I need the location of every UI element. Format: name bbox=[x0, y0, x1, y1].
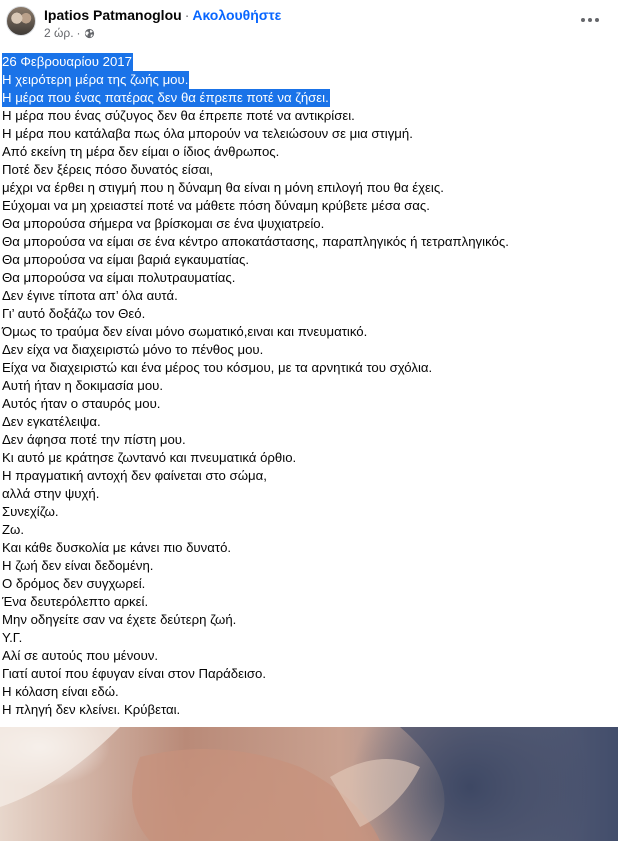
post-line: Η μέρα που ένας σύζυγος δεν θα έπρεπε ποτέ να αντικρίσει. bbox=[2, 108, 355, 123]
post-line: Δεν είχα να διαχειριστώ μόνο το πένθος μου. bbox=[2, 342, 264, 357]
meta-separator: · bbox=[76, 26, 81, 40]
post-line: Ζω. bbox=[2, 522, 25, 537]
post-line: Και κάθε δυσκολία με κάνει πιο δυνατό. bbox=[2, 540, 232, 555]
post-timestamp[interactable]: 2 ώρ. bbox=[44, 26, 74, 40]
post-line: Όμως το τραύμα δεν είναι μόνο σωματικό,ειναι και πνευματικό. bbox=[2, 324, 368, 339]
post-header bbox=[0, 0, 618, 46]
post-line: Κι αυτό με κράτησε ζωντανό και πνευματικά όρθιο. bbox=[2, 450, 297, 465]
post-line: αλλά στην ψυχή. bbox=[2, 486, 100, 501]
post-line: Εύχομαι να μη χρειαστεί ποτέ να μάθετε πόση δύναμη κρύβετε μέσα σας. bbox=[2, 198, 430, 213]
post-meta bbox=[44, 26, 95, 40]
post-text bbox=[0, 53, 618, 719]
post-line-highlighted: Η χειρότερη μέρα της ζωής μου. bbox=[2, 72, 189, 87]
post-line: Ένα δευτερόλεπτο αρκεί. bbox=[2, 594, 149, 609]
post-line: Από εκείνη τη μέρα δεν είμαι ο ίδιος άνθρωπος. bbox=[2, 144, 280, 159]
post-line: Η πραγματική αντοχή δεν φαίνεται στο σώμα, bbox=[2, 468, 267, 483]
post-line: Γιατί αυτοί που έφυγαν είναι στον Παράδεισο. bbox=[2, 666, 267, 681]
dot-separator: · bbox=[184, 7, 190, 23]
post-photo[interactable] bbox=[0, 727, 618, 841]
post-line: Η ζωή δεν είναι δεδομένη. bbox=[2, 558, 154, 573]
post-line: Αλί σε αυτούς που μένουν. bbox=[2, 648, 159, 663]
post-line: Δεν άφησα ποτέ την πίστη μου. bbox=[2, 432, 186, 447]
globe-icon bbox=[84, 28, 95, 39]
post-line: Θα μπορούσα να είμαι πολυτραυματίας. bbox=[2, 270, 236, 285]
post-line: Δεν εγκατέλειψα. bbox=[2, 414, 101, 429]
post-line: Αυτή ήταν η δοκιμασία μου. bbox=[2, 378, 164, 393]
avatar[interactable] bbox=[6, 6, 36, 36]
author-name[interactable]: Ipatios Patmanoglou bbox=[44, 7, 182, 23]
post-line-highlighted: 26 Φεβρουαρίου 2017 bbox=[2, 54, 132, 69]
post-line: Συνεχίζω. bbox=[2, 504, 59, 519]
author-line bbox=[44, 7, 281, 24]
post-line: Η μέρα που κατάλαβα πως όλα μπορούν να τελειώσουν σε μια στιγμή. bbox=[2, 126, 413, 141]
post-line: Θα μπορούσα να είμαι βαριά εγκαυματίας. bbox=[2, 252, 250, 267]
post-line: μέχρι να έρθει η στιγμή που η δύναμη θα είναι η μόνη επιλογή που θα έχεις. bbox=[2, 180, 444, 195]
post-line: Η πληγή δεν κλείνει. Κρύβεται. bbox=[2, 702, 181, 717]
post-line: Δεν έγινε τίποτα απ’ όλα αυτά. bbox=[2, 288, 178, 303]
post-line: Θα μπορούσα να είμαι σε ένα κέντρο αποκατάστασης, παραπληγικός ή τετραπληγικός. bbox=[2, 234, 509, 249]
post-line: Ο δρόμος δεν συγχωρεί. bbox=[2, 576, 146, 591]
post-line: Ποτέ δεν ξέρεις πόσο δυνατός είσαι, bbox=[2, 162, 214, 177]
ellipsis-icon bbox=[580, 17, 600, 23]
post-line: Είχα να διαχειριστώ και ένα μέρος του κόσμου, με τα αρνητικά του σχόλια. bbox=[2, 360, 433, 375]
post-line-highlighted: Η μέρα που ένας πατέρας δεν θα έπρεπε ποτέ να ζήσει. bbox=[2, 90, 329, 105]
post-line: Γι’ αυτό δοξάζω τον Θεό. bbox=[2, 306, 146, 321]
post-line: Η κόλαση είναι εδώ. bbox=[2, 684, 119, 699]
post-line: Θα μπορούσα σήμερα να βρίσκομαι σε ένα ψυχιατρείο. bbox=[2, 216, 325, 231]
post-line: Υ.Γ. bbox=[2, 630, 23, 645]
more-options-button[interactable] bbox=[578, 10, 602, 30]
photo-detail bbox=[0, 727, 618, 841]
post-line: Μην οδηγείτε σαν να έχετε δεύτερη ζωή. bbox=[2, 612, 237, 627]
post-line: Αυτός ήταν ο σταυρός μου. bbox=[2, 396, 161, 411]
follow-button[interactable]: Ακολουθήστε bbox=[192, 7, 282, 23]
